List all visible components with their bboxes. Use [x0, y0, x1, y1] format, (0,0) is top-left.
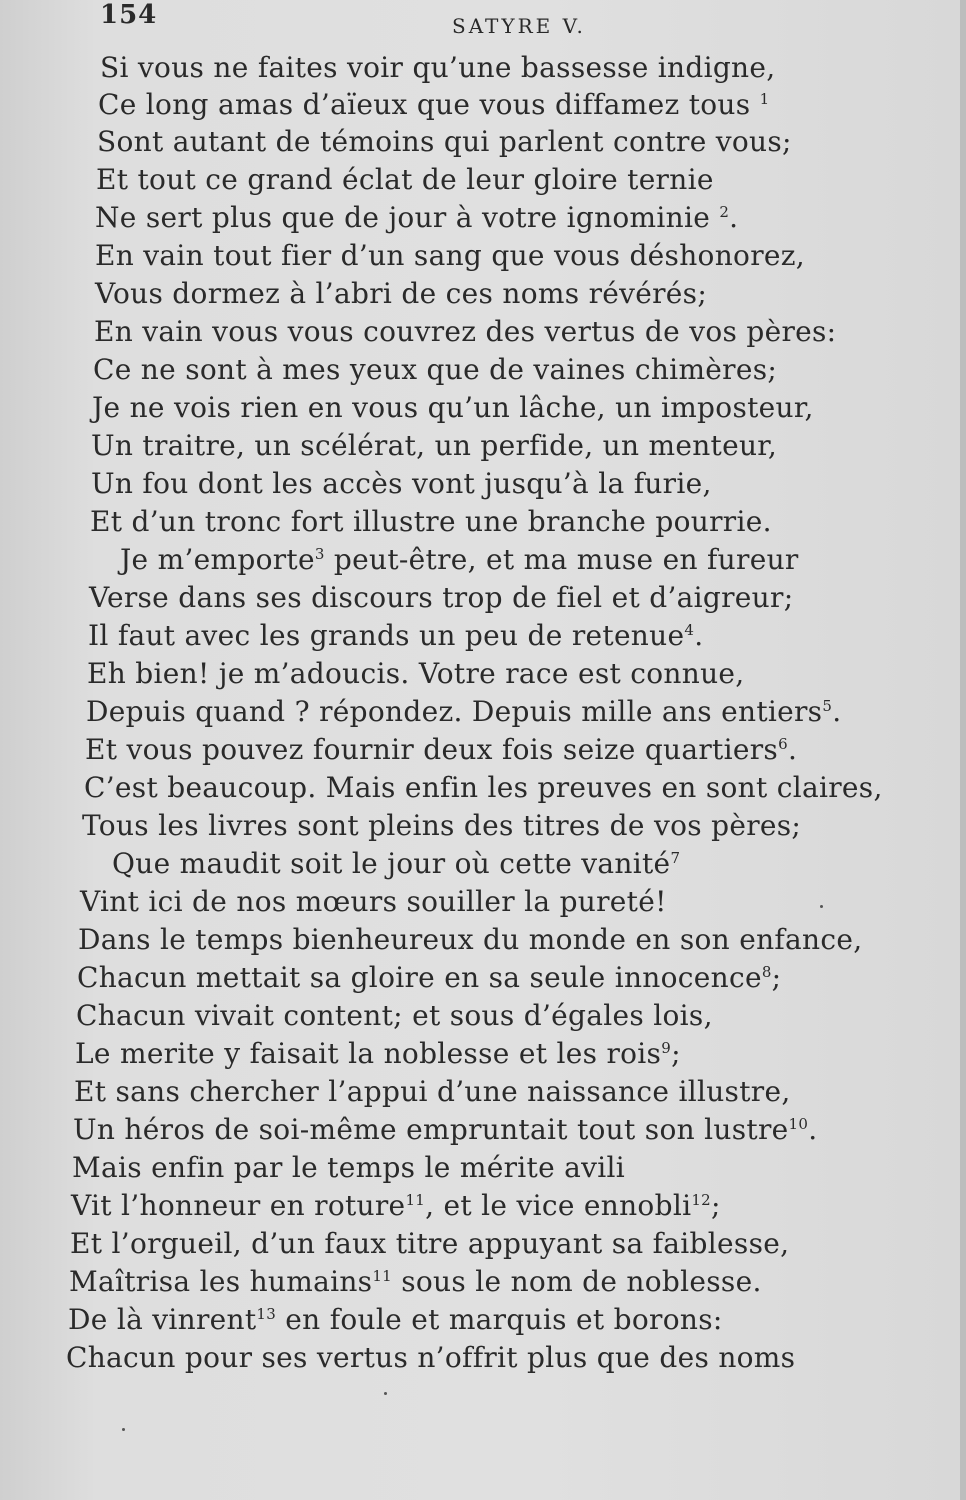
- verse-line: Que maudit soit le jour où cette vanité$^7$: [112, 847, 681, 880]
- footnote-ref: 4: [684, 621, 695, 639]
- verse-line: Il faut avec les grands un peu de retenue$^4$.: [88, 619, 704, 652]
- footnote-ref: 10: [788, 1115, 809, 1133]
- verse-line: Je ne vois rien en vous qu’un lâche, un imposteur,: [92, 391, 814, 424]
- verse-line: En vain tout fier d’un sang que vous déshonorez,: [95, 239, 806, 272]
- verse-line: Et l’orgueil, d’un faux titre appuyant sa faiblesse,: [70, 1227, 790, 1260]
- verse-line: Ce ne sont à mes yeux que de vaines chimères;: [93, 353, 778, 386]
- footnote-ref: 9: [661, 1039, 672, 1057]
- verse-line: Je m’emporte$^3$ peut-être, et ma muse en fureur: [120, 543, 799, 576]
- footnote-ref: 2: [719, 203, 730, 221]
- verse-line: Depuis quand ? répondez. Depuis mille ans entiers$^5$.: [86, 695, 842, 728]
- footnote-ref: 11: [405, 1191, 426, 1209]
- verse-line: Dans le temps bienheureux du monde en son enfance,: [78, 923, 863, 956]
- verse-line: Sont autant de témoins qui parlent contre vous;: [97, 125, 792, 158]
- print-speck: [820, 905, 823, 908]
- verse-line: Et vous pouvez fournir deux fois seize quartiers$^6$.: [85, 733, 798, 766]
- verse-line: Mais enfin par le temps le mérite avili: [72, 1151, 626, 1184]
- verse-line: Un héros de soi-même empruntait tout son lustre$^{10}$.: [73, 1113, 818, 1146]
- verse-line: Et tout ce grand éclat de leur gloire ternie: [96, 163, 714, 196]
- verse-line: Un fou dont les accès vont jusqu’à la furie,: [91, 467, 712, 500]
- verse-line: Maîtrisa les humains$^{11}$ sous le nom de noblesse.: [69, 1265, 762, 1298]
- verse-line: Tous les livres sont pleins des titres de vos pères;: [82, 809, 802, 842]
- verse-line: Chacun mettait sa gloire en sa seule innocence$^8$;: [77, 961, 782, 994]
- footnote-ref: 13: [256, 1305, 277, 1323]
- footnote-ref: 5: [822, 697, 833, 715]
- verse-line: Si vous ne faites voir qu’une bassesse indigne,: [100, 51, 776, 84]
- verse-line: De là vinrent$^{13}$ en foule et marquis et borons:: [68, 1303, 723, 1336]
- verse-line: Chacun vivait content; et sous d’égales lois,: [76, 999, 713, 1032]
- verse-line: Et sans chercher l’appui d’une naissance illustre,: [74, 1075, 791, 1108]
- page-edge: [960, 0, 966, 1500]
- footnote-ref: 7: [670, 849, 681, 867]
- verse-line: C’est beaucoup. Mais enfin les preuves en sont claires,: [84, 771, 883, 804]
- footnote-ref: 3: [314, 545, 325, 563]
- verse-line: Eh bien! je m’adoucis. Votre race est connue,: [87, 657, 745, 690]
- footnote-ref: 12: [691, 1191, 712, 1209]
- running-title: SATYRE V.: [452, 14, 586, 38]
- verse-line: Verse dans ses discours trop de fiel et d’aigreur;: [89, 581, 794, 614]
- verse-line: Et d’un tronc fort illustre une branche pourrie.: [90, 505, 772, 538]
- page-number: 154: [100, 0, 158, 30]
- verse-line: Ne sert plus que de jour à votre ignominie $^2$.: [95, 201, 739, 234]
- verse-line: Vit l’honneur en roture$^{11}$, et le vice ennobli$^{12}$;: [71, 1189, 721, 1222]
- verse-line: Chacun pour ses vertus n’offrit plus que des noms: [66, 1341, 796, 1374]
- verse-line: Un traitre, un scélérat, un perfide, un menteur,: [91, 429, 778, 462]
- print-speck: [384, 1392, 387, 1395]
- footnote-ref: 1: [759, 90, 770, 108]
- verse-line: Le merite y faisait la noblesse et les rois$^9$;: [75, 1037, 681, 1070]
- print-speck: [122, 1428, 125, 1431]
- footnote-ref: 11: [372, 1267, 393, 1285]
- footnote-ref: 6: [778, 735, 788, 753]
- verse-line: Ce long amas d’aïeux que vous diffamez tous $^1$: [98, 88, 770, 121]
- footnote-ref: 8: [761, 963, 772, 981]
- verse-line: Vint ici de nos mœurs souiller la pureté!: [80, 885, 667, 918]
- verse-line: Vous dormez à l’abri de ces noms révérés;: [95, 277, 708, 310]
- verse-line: En vain vous vous couvrez des vertus de vos pères:: [94, 315, 837, 348]
